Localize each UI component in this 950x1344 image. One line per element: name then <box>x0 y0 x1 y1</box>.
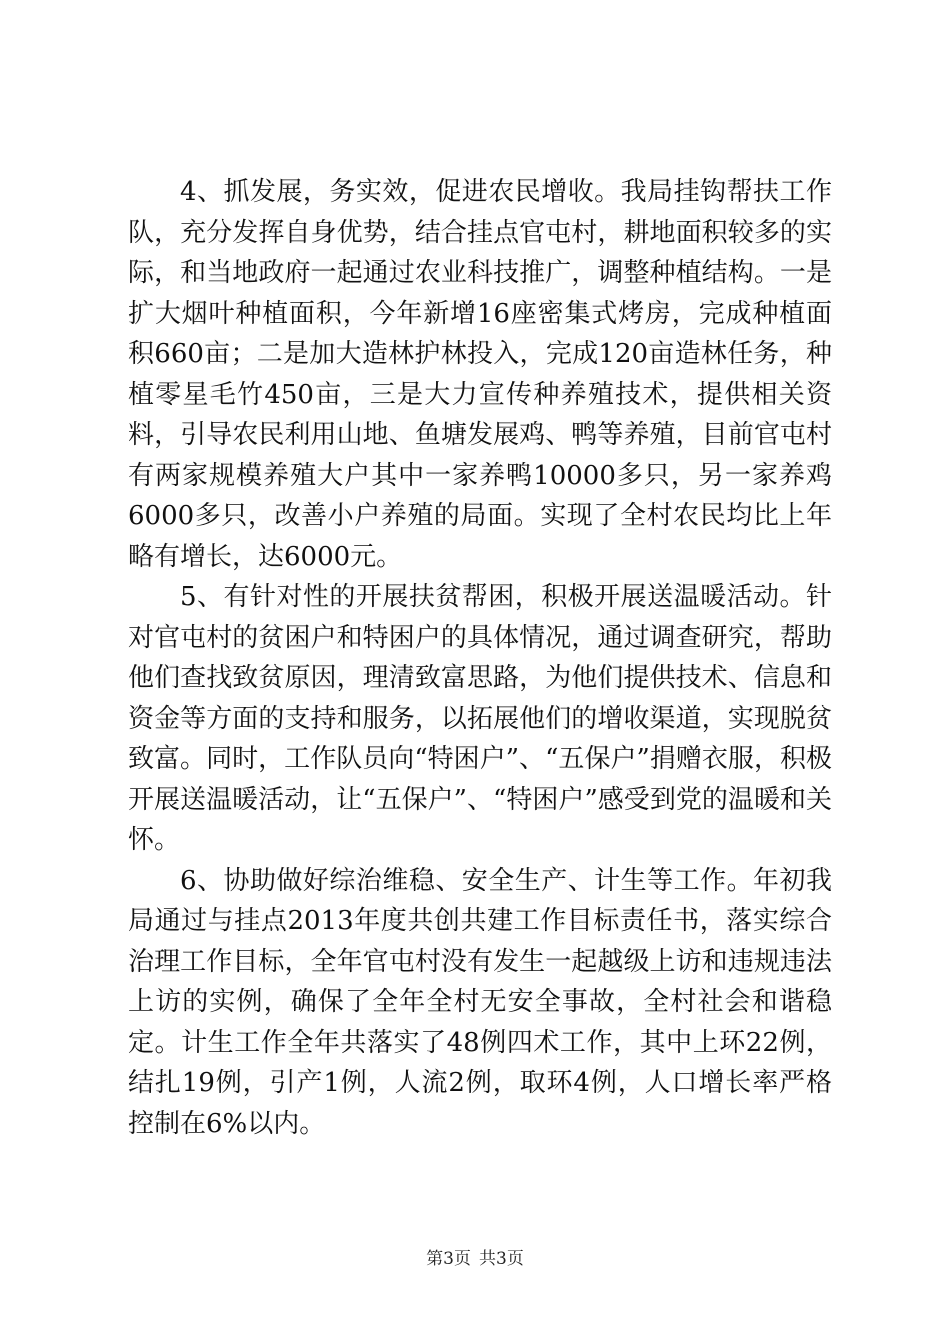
page-total: 共3页 <box>479 1249 524 1269</box>
page-footer <box>0 1244 950 1269</box>
page-number: 第3页 <box>426 1249 471 1269</box>
document-body <box>128 172 832 1144</box>
paragraph-6: 6、协助做好综治维稳、安全生产、计生等工作。年初我局通过与挂点2013年度共创共建工作目标责任书，落实综合治理工作目标，全年官屯村没有发生一起越级上访和违规违法上访的实例，确保了全年全村无安全事故，全村社会和谐稳定。计生工作全年共落实了48例四术工作，其中上环22例，结扎19例，引产1例，人流2例，取环4例，人口增长率严格控制在6%以内。 <box>128 865 832 1139</box>
paragraph-5: 5、有针对性的开展扶贫帮困，积极开展送温暖活动。针对官屯村的贫困户和特困户的具体情况，通过调查研究，帮助他们查找致贫原因，理清致富思路，为他们提供技术、信息和资金等方面的支持和服务，以拓展他们的增收渠道，实现脱贫致富。同时，工作队员向“特困户”、“五保户”捐赠衣服，积极开展送温暖活动，让“五保户”、“特困户”感受到党的温暖和关怀。 <box>128 582 832 855</box>
paragraph-4: 4、抓发展，务实效，促进农民增收。我局挂钩帮扶工作队，充分发挥自身优势，结合挂点官屯村，耕地面积较多的实际，和当地政府一起通过农业科技推广，调整种植结构。一是扩大烟叶种植面积，今年新增16座密集式烤房，完成种植面积660亩；二是加大造林护林投入，完成120亩造林任务，种植零星毛竹450亩，三是大力宣传种养殖技术，提供相关资料，引导农民利用山地、鱼塘发展鸡、鸭等养殖，目前官屯村有两家规模养殖大户其中一家养鸭10000多只，另一家养鸡6000多只，改善小户养殖的局面。实现了全村农民均比上年略有增长，达6000元。 <box>128 177 832 572</box>
